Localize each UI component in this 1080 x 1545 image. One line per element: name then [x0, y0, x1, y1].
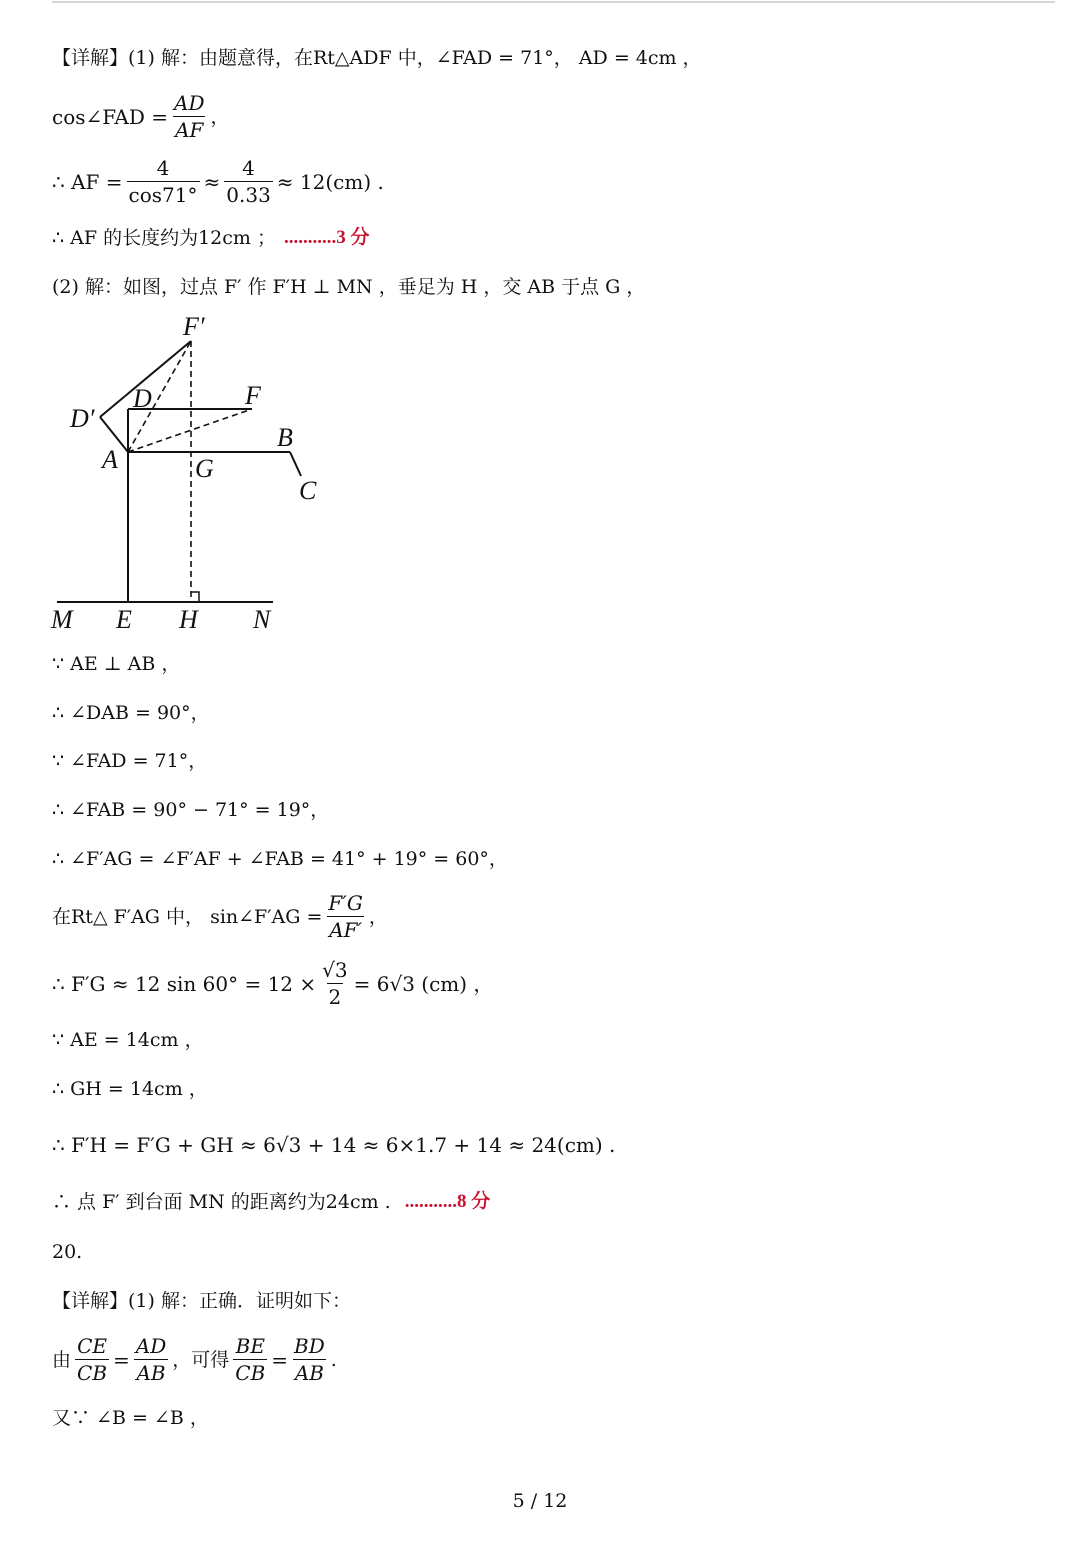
- approx-sign: ≈: [203, 169, 221, 194]
- q20-ratio-line: [52, 1333, 337, 1386]
- label-d: D: [133, 384, 152, 413]
- q19-conclusion: [52, 1190, 490, 1214]
- detail-tag: 【详解】: [52, 47, 129, 69]
- q19-af-line: [52, 155, 384, 208]
- cos-lhs: cos∠FAD =: [52, 104, 168, 129]
- conclusion-text: ∴ 点 F′ 到台面 MN 的距离约为24cm .: [52, 1191, 391, 1213]
- q19-line1: [52, 46, 702, 70]
- fg-fraction: [320, 957, 349, 1010]
- ratio-num-4: BD: [294, 1334, 325, 1358]
- fg-num: √3: [322, 958, 348, 982]
- ratio-num-1: CE: [77, 1334, 107, 1358]
- step-2: [52, 701, 210, 725]
- ratio-mid: ，可得: [172, 1348, 230, 1371]
- sine-line: [52, 890, 388, 943]
- q20-intro-text: (1) 解：正确．证明如下：: [128, 1290, 351, 1312]
- step-gh-text: ∴ GH = 14cm ，: [52, 1078, 208, 1100]
- label-g: G: [195, 454, 214, 483]
- fg-den: 2: [328, 985, 342, 1009]
- label-h: H: [179, 605, 198, 634]
- sine-fraction: [326, 890, 364, 943]
- ratio-pre: 由: [52, 1348, 72, 1371]
- step-3: [52, 749, 207, 773]
- ratio-den-3: CB: [235, 1361, 266, 1385]
- fg-line: [52, 957, 493, 1010]
- step-3-text: ∵ ∠FAD = 71°，: [52, 750, 208, 772]
- label-f: F: [245, 381, 261, 410]
- step-fh-text: ∴ F′H = F′G + GH ≈ 6√3 + 14 ≈ 6×1.7 + 14 ≈ 24(cm) .: [52, 1133, 616, 1157]
- score-8: ...........8 分: [404, 1191, 491, 1212]
- label-b: B: [277, 423, 293, 452]
- sine-pre: 在Rt△ F′AG 中， sin∠F′AG =: [52, 905, 323, 928]
- sine-den: AF′: [329, 918, 363, 942]
- af-fraction-2: [224, 155, 273, 208]
- segment-bc: [290, 452, 301, 476]
- af-lhs: ∴ AF =: [52, 169, 123, 194]
- label-a: A: [102, 445, 118, 474]
- af-num-1: 4: [156, 156, 170, 180]
- step-1-text: ∵ AE ⊥ AB ，: [52, 653, 181, 675]
- af-conclusion-text: ∴ AF 的长度约为12cm ；: [52, 227, 276, 249]
- q19-intro-text: (1) 解：由题意得，在Rt△ADF 中，∠FAD = 71°， AD = 4cm ，: [128, 47, 702, 69]
- q19-af-conclusion: [52, 226, 369, 250]
- q20-detail-tag: 【详解】: [52, 1290, 129, 1312]
- label-f-prime: F′: [183, 312, 205, 341]
- sine-num: F′G: [328, 891, 363, 915]
- step-5-text: ∴ ∠F′AG = ∠F′AF + ∠FAB = 41° + 19° = 60°，: [52, 848, 508, 870]
- q19-cos-line: [52, 90, 230, 143]
- right-angle-mark: [191, 592, 199, 602]
- ratio-frac-2: [134, 1333, 168, 1386]
- step-gh: [52, 1077, 208, 1101]
- label-m: M: [51, 605, 73, 634]
- step-1: [52, 652, 180, 676]
- fg-tail: = 6√3 (cm) ，: [353, 971, 494, 996]
- q20-number-text: 20.: [52, 1241, 83, 1263]
- step-5: [52, 847, 508, 871]
- q20-number: [52, 1240, 82, 1264]
- af-fraction-1: [127, 155, 200, 208]
- ratio-num-3: BE: [235, 1334, 265, 1358]
- step-2-text: ∴ ∠DAB = 90°，: [52, 702, 210, 724]
- ratio-den-4: AB: [294, 1361, 324, 1385]
- cos-fraction: [172, 90, 206, 143]
- sine-tail: ，: [368, 905, 388, 928]
- top-rule: [52, 1, 1055, 3]
- label-e: E: [116, 605, 132, 634]
- step-fh: [52, 1133, 615, 1157]
- score-3: ...........3 分: [283, 227, 370, 248]
- cos-tail: ，: [210, 105, 230, 128]
- af-num-2: 4: [242, 156, 255, 180]
- step-ae-text: ∵ AE = 14cm ，: [52, 1029, 204, 1051]
- ratio-eq-1: =: [113, 1347, 130, 1372]
- cos-numerator: AD: [174, 91, 205, 115]
- step-ae: [52, 1028, 204, 1052]
- ratio-frac-3: [233, 1333, 267, 1386]
- step-4: [52, 798, 329, 822]
- q19-part2-intro: [52, 275, 645, 299]
- af-result: ≈ 12(cm) .: [276, 169, 384, 194]
- label-n: N: [253, 605, 271, 634]
- q20-line3: [52, 1406, 209, 1430]
- ratio-tail: .: [330, 1348, 337, 1371]
- geometry-figure: [45, 305, 345, 640]
- fg-pre: ∴ F′G ≈ 12 sin 60° = 12 ×: [52, 971, 317, 996]
- ratio-eq-2: =: [271, 1347, 289, 1372]
- dashed-a-f: [128, 409, 252, 452]
- q20-line1: [52, 1289, 351, 1313]
- page-number: 5 / 12: [512, 1490, 568, 1512]
- ratio-den-2: AB: [136, 1361, 166, 1385]
- step-4-text: ∴ ∠FAB = 90° − 71° = 19°，: [52, 799, 330, 821]
- label-d-prime: D′: [70, 404, 95, 433]
- label-c: C: [299, 476, 317, 505]
- q20-line3-text: 又∵ ∠B = ∠B ，: [52, 1407, 209, 1429]
- af-den-1: cos71°: [128, 183, 198, 207]
- cos-denominator: AF: [175, 118, 204, 142]
- ratio-num-2: AD: [135, 1334, 167, 1358]
- af-den-2: 0.33: [226, 183, 271, 207]
- part2-intro-text: (2) 解：如图，过点 F′ 作 F′H ⊥ MN ，垂足为 H ，交 AB 于点 G ，: [52, 276, 646, 298]
- ratio-frac-4: [292, 1333, 327, 1386]
- ratio-den-1: CB: [77, 1361, 108, 1385]
- ratio-frac-1: [75, 1333, 109, 1386]
